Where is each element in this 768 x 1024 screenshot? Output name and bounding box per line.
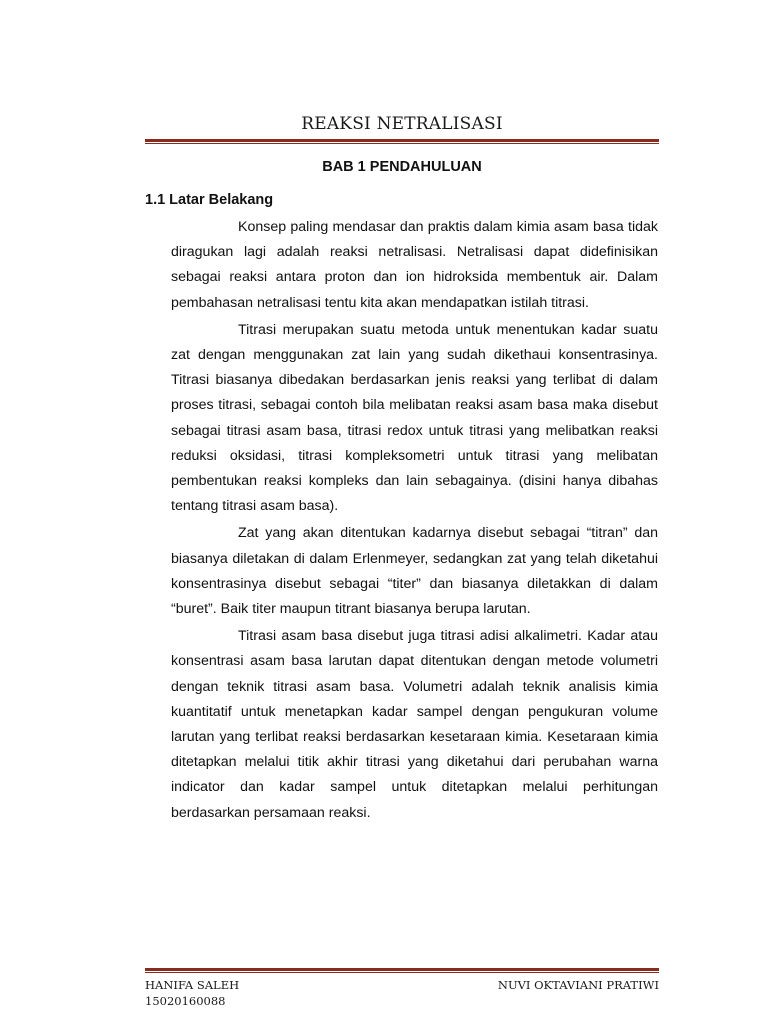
paragraph: Zat yang akan ditentukan kadarnya disebut sebagai “titran” dan biasanya diletakan di dalam Erlenmeyer, sedangkan zat yang telah diketahui konsentrasinya disebut sebagai “titer” dan biasanya diletakkan di dalam “buret”. Baik titer maupun titrant biasanya berupa larutan. xyxy=(171,525,658,618)
body-text xyxy=(171,215,658,826)
footer-author-id: 15020160088 xyxy=(145,994,226,1008)
footer-right-name: NUVI OKTAVIANI PRATIWI xyxy=(497,978,659,992)
paragraph: Titrasi merupakan suatu metoda untuk menentukan kadar suatu zat dengan menggunakan zat lain yang sudah dikethaui konsentrasinya. Titrasi biasanya dibedakan berdasarkan jenis reaksi yang terlibat di dalam proses titrasi, sebagai contoh bila melibatan reaksi asam basa maka disebut sebagai titrasi asam basa, titrasi redox untuk titrasi yang melibatkan reaksi reduksi oksidasi, titrasi kompleksometri untuk titrasi yang melibatan pembentukan reaksi kompleks dan lain sebagainya. (disini hanya dibahas tentang titrasi asam basa). xyxy=(171,321,658,515)
footer-rule xyxy=(145,968,659,973)
document-title: REAKSI NETRALISASI xyxy=(301,114,503,134)
header-rule xyxy=(145,139,659,144)
paragraph: Konsep paling mendasar dan praktis dalam kimia asam basa tidak diragukan lagi adalah reaksi netralisasi. Netralisasi dapat didefinisikan sebagai reaksi antara proton dan ion hidroksida membentuk air. Dalam pembahasan netralisasi tentu kita akan mendapatkan istilah titrasi. xyxy=(171,219,658,311)
paragraph: Titrasi asam basa disebut juga titrasi adisi alkalimetri. Kadar atau konsentrasi asam basa larutan dapat ditentukan dengan metode volumetri dengan teknik titrasi asam basa. Volumetri adalah teknik analisis kimia kuantitatif untuk menetapkan kadar sampel dengan pengukuran volume larutan yang terlibat reaksi berdasarkan kesetaraan kimia. Kesetaraan kimia ditetapkan melalui titik akhir titrasi yang diketahui dari perubahan warna indicator dan kadar sampel untuk ditetapkan melalui perhitungan berdasarkan persamaan reaksi. xyxy=(171,628,658,821)
section-heading: 1.1 Latar Belakang xyxy=(145,192,274,208)
footer-left xyxy=(145,977,239,1009)
chapter-heading: BAB 1 PENDAHULUAN xyxy=(322,159,482,175)
footer-author-name: HANIFA SALEH xyxy=(145,978,240,992)
